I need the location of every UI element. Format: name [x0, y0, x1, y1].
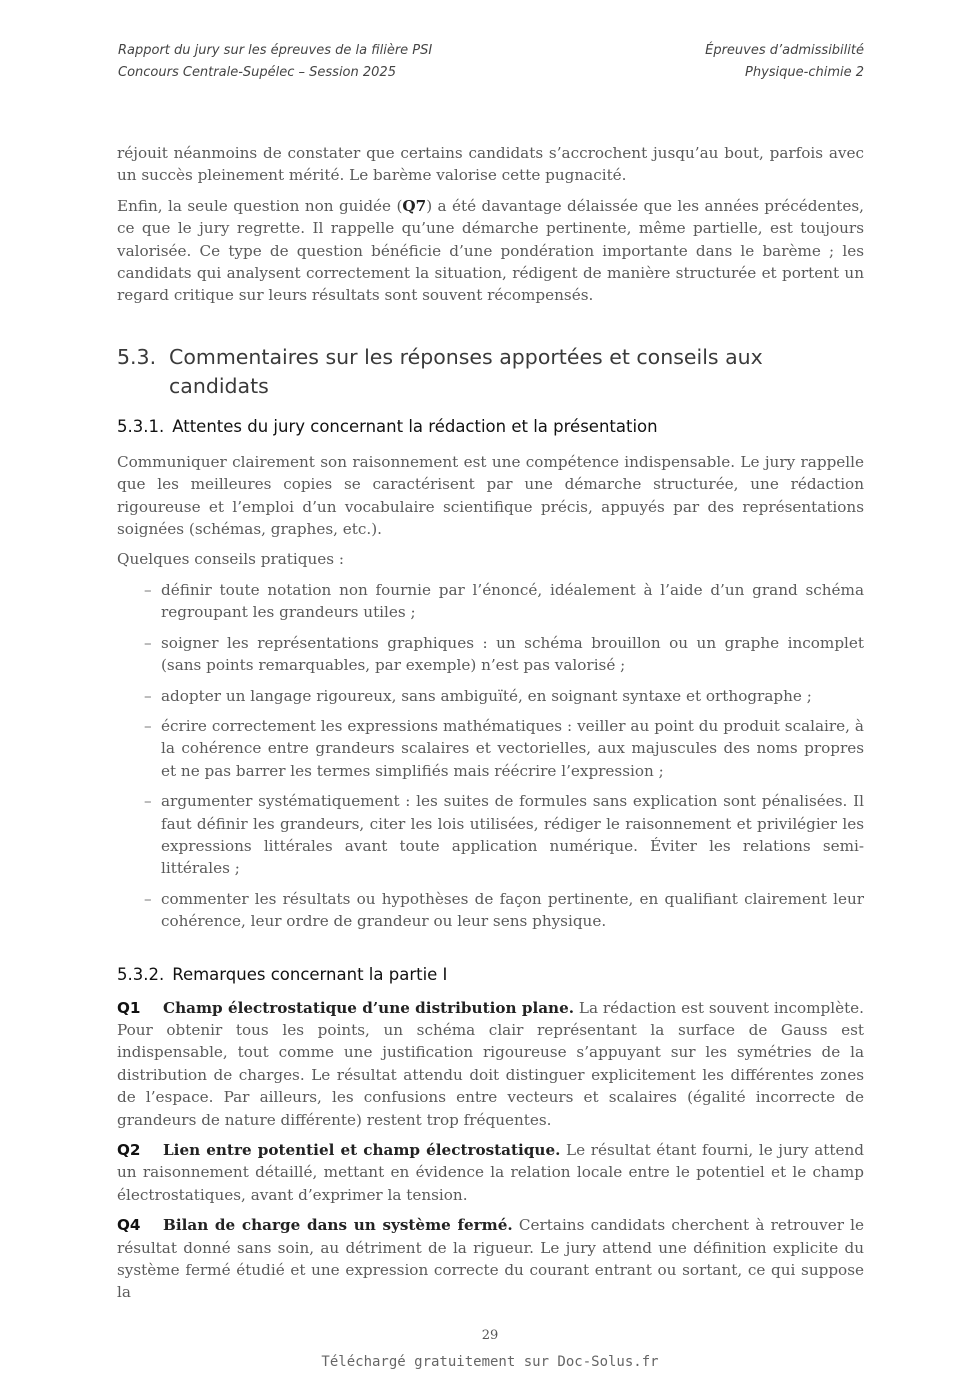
question-title: Lien entre potentiel et champ électrostatique. — [163, 1141, 561, 1159]
tips-intro: Quelques conseils pratiques : — [117, 550, 344, 569]
dash-bullet-icon: – — [144, 889, 152, 908]
intro-text-before: Enfin, la seule question non guidée ( — [117, 196, 403, 215]
list-item — [144, 715, 864, 782]
header-exam-type: Épreuves d’admissibilité — [705, 43, 864, 58]
dash-bullet-icon: – — [144, 580, 152, 599]
subsection-title: Attentes du jury concernant la rédaction et la présentation — [172, 416, 658, 436]
intro-text-after: ) a été davantage délaissée que les années précédentes, ce que le jury regrette. Il rappelle qu’une démarche pertinente, même partielle, est toujours valorisée. Ce type de question bénéficie d’une pondération importante dans le barème ; les candidats qui analysent correctement la situation, rédigent de manière structurée et portent un regard critique sur leurs résultats sont souvent récompensés. — [117, 196, 864, 305]
tips-list — [117, 579, 864, 933]
intro-paragraph-2 — [117, 195, 864, 307]
tip-text: définir toute notation non fournie par l’énoncé, idéalement à l’aide d’un grand schéma regroupant les grandeurs utiles ; — [161, 580, 864, 622]
section-number: 5.3. — [117, 344, 157, 369]
question-remark-q1 — [117, 997, 864, 1131]
section-heading-5-3 — [117, 343, 864, 401]
tip-text: commenter les résultats ou hypothèses de façon pertinente, en qualifiant clairement leur cohérence, leur ordre de grandeur ou leur sens physique. — [161, 889, 864, 931]
header-contest-session: Concours Centrale-Supélec – Session 2025 — [118, 65, 396, 80]
section-title: Commentaires sur les réponses apportées et conseils aux candidats — [169, 344, 763, 398]
question-comment: La rédaction est souvent incomplète. Pour obtenir tous les points, un schéma clair représentant la surface de Gauss est indispensable, tout comme une justification rigoureuse s’appuyant sur les symétries de la distribution de charges. Le résultat attendu doit distinguer explicitement les différentes zones de l’espace. Par ailleurs, les confusions entre vecteurs et scalaires (égalité incorrecte de grandeurs de nature différente) restent trop fréquentes. — [117, 998, 864, 1129]
download-watermark: Téléchargé gratuitement sur Doc-Solus.fr — [321, 1354, 659, 1370]
subsection-title: Remarques concernant la partie I — [172, 964, 448, 984]
page-number: 29 — [481, 1328, 499, 1343]
question-label: Q1 — [117, 998, 141, 1017]
tip-text: adopter un langage rigoureux, sans ambiguïté, en soignant syntaxe et orthographe ; — [161, 686, 812, 705]
list-item — [144, 579, 864, 624]
question-title: Champ électrostatique d’une distribution plane. — [163, 998, 575, 1017]
question-comment: Certains candidats cherchent à retrouver le résultat donné sans soin, au détriment de la rigueur. Le jury attend une définition explicite du système fermé étudié et une expression correcte du courant entrant ou sortant, ce qui suppose la — [117, 1216, 865, 1302]
question-comment: Le résultat étant fourni, le jury attend un raisonnement détaillé, mettant en évidence la relation locale entre le potentiel et le champ électrostatiques, avant d’exprimer la tension. — [117, 1141, 865, 1204]
subsection-number: 5.3.1. — [117, 416, 165, 436]
question-title: Bilan de charge dans un système fermé. — [163, 1216, 513, 1235]
dash-bullet-icon: – — [144, 633, 152, 652]
list-item — [144, 685, 864, 707]
dash-bullet-icon: – — [144, 686, 152, 705]
question-label: Q2 — [117, 1141, 141, 1159]
dash-bullet-icon: – — [144, 716, 152, 735]
list-item — [144, 888, 864, 933]
subsection-heading-5-3-2 — [117, 963, 864, 987]
page-body — [117, 142, 864, 1312]
header-report-title: Rapport du jury sur les épreuves de la filière PSI — [118, 43, 433, 58]
question-remark-q2 — [117, 1139, 864, 1206]
dash-bullet-icon: – — [144, 792, 152, 811]
tip-text: écrire correctement les expressions mathématiques : veiller au point du produit scalaire, à la cohérence entre grandeurs scalaires et vectorielles, aux majuscules des noms propres et ne pas barrer les termes simplifiés mais réécrire l’expression ; — [161, 716, 864, 780]
tip-text: soigner les représentations graphiques : un schéma brouillon ou un graphe incomplet (sans points remarquables, par exemple) n’est pas valorisé ; — [161, 633, 864, 675]
subsection-number: 5.3.2. — [117, 964, 165, 984]
expectations-paragraph: Communiquer clairement son raisonnement est une compétence indispensable. Le jury rappelle que les meilleures copies se caractérisent par une démarche structurée, une rédaction rigoureuse et l’emploi d’un vocabulaire scientifique précis, appuyés par des représentations soignées (schémas, graphes, etc.). — [117, 452, 864, 539]
list-item — [144, 790, 864, 880]
header-subject: Physique-chimie 2 — [744, 65, 864, 80]
question-label: Q4 — [117, 1216, 141, 1235]
question-ref-q7: Q7 — [402, 196, 427, 215]
intro-paragraph-1: réjouit néanmoins de constater que certains candidats s’accrochent jusqu’au bout, parfois avec un succès pleinement mérité. Le barème valorise cette pugnacité. — [117, 144, 864, 185]
question-remark-q4 — [117, 1214, 864, 1304]
running-header-left — [118, 40, 432, 84]
tip-text: argumenter systématiquement : les suites de formules sans explication sont pénalisées. Il faut définir les grandeurs, citer les lois utilisées, rédiger le raisonnement et privilégier les expressions littérales avant toute application numérique. Éviter les relations semi-littérales ; — [161, 792, 864, 878]
running-header-right — [705, 40, 864, 84]
list-item — [144, 632, 864, 677]
subsection-heading-5-3-1 — [117, 415, 864, 439]
